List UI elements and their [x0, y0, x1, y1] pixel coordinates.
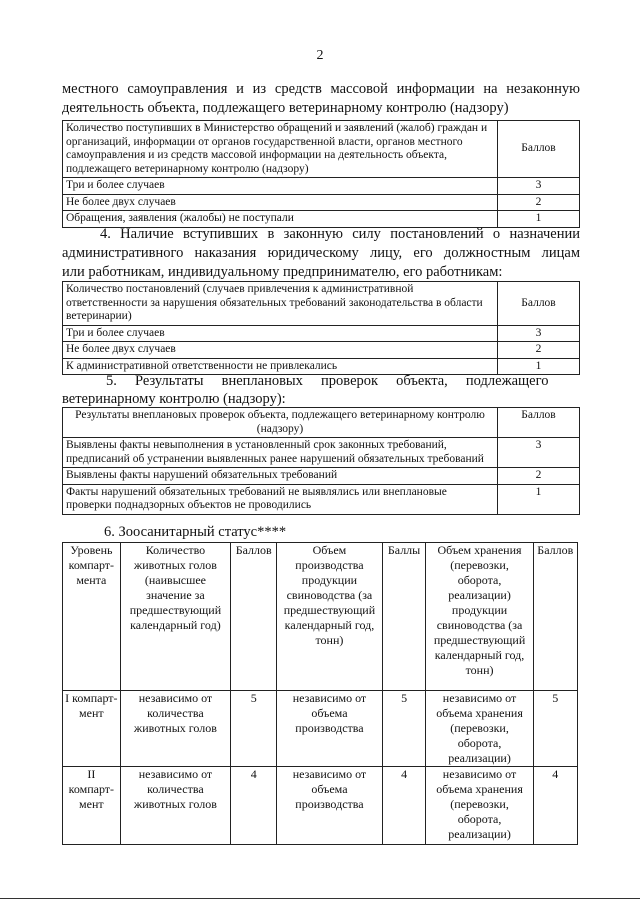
intro-line-1: местного самоуправления и из средств массовой информации на незаконную — [62, 81, 580, 97]
row-points-3: 5 — [533, 691, 577, 767]
header-animals: Количество животных голов (наивысшее значение за предшествующий календарный год) — [120, 543, 230, 691]
row-points: 3 — [498, 438, 580, 468]
zoosanitary-table — [62, 542, 578, 845]
page-number: 2 — [316, 48, 324, 63]
row-storage: независимо от объема хранения (перевозки, оборота, реализации) — [426, 767, 533, 845]
header-points-3: Баллов — [533, 543, 577, 691]
inspections-points-header: Баллов — [498, 408, 580, 438]
table-row — [63, 767, 578, 845]
penalties-table — [62, 281, 580, 375]
row-points-3: 4 — [533, 767, 577, 845]
row-level: II компарт-мент — [63, 767, 121, 845]
row-label: Обращения, заявления (жалобы) не поступали — [63, 211, 498, 228]
table-row — [63, 178, 580, 195]
row-production: независимо от объема производства — [277, 691, 382, 767]
complaints-points-header: Баллов — [498, 121, 580, 178]
section4-line-2: административного наказания юридическому лицу, его должностным лицам — [62, 245, 580, 261]
row-points: 2 — [498, 342, 580, 359]
row-points: 1 — [498, 358, 580, 375]
section5-line-1: 5. Результаты внеплановых проверок объекта, подлежащего — [106, 373, 549, 389]
intro-line-2: деятельность объекта, подлежащего ветеринарному контролю (надзору) — [62, 100, 509, 116]
row-points: 3 — [498, 178, 580, 195]
row-points-2: 5 — [382, 691, 426, 767]
table-row — [63, 194, 580, 211]
table-row — [63, 438, 580, 468]
header-points-2: Баллы — [382, 543, 426, 691]
row-label: К административной ответственности не привлекались — [63, 358, 498, 375]
row-points: 3 — [498, 325, 580, 342]
row-level: I компарт-мент — [63, 691, 121, 767]
header-level: Уровень компарт-мента — [63, 543, 121, 691]
complaints-header: Количество поступивших в Министерство обращений и заявлений (жалоб) граждан и организаций, информации от органов государственной власти, органов местного самоуправления и из средств массовой информации на деятельность объекта, подлежащего ветеринарному контролю (надзору) — [63, 121, 498, 178]
complaints-table — [62, 120, 580, 228]
row-points: 2 — [498, 468, 580, 485]
row-points: 2 — [498, 194, 580, 211]
row-points-1: 5 — [231, 691, 277, 767]
header-points-1: Баллов — [231, 543, 277, 691]
row-animals: независимо от количества животных голов — [120, 691, 230, 767]
header-production: Объем производства продукции свиноводства (за предшествующий календарный год, тонн) — [277, 543, 382, 691]
row-label: Выявлены факты невыполнения в установленный срок законных требований, предписаний об устранении выявленных ранее нарушений обязательных требований — [63, 438, 498, 468]
row-storage: независимо от объема хранения (перевозки, оборота, реализации) — [426, 691, 533, 767]
table-row — [63, 484, 580, 514]
section6-title: 6. Зоосанитарный статус**** — [104, 524, 287, 540]
table-row — [63, 342, 580, 359]
row-label: Три и более случаев — [63, 178, 498, 195]
penalties-header: Количество постановлений (случаев привлечения к административной ответственности за нарушения обязательных требований законодательства в области ветеринарии) — [63, 282, 498, 326]
table-row — [63, 468, 580, 485]
page-bottom-divider — [0, 898, 640, 899]
row-production: независимо от объема производства — [277, 767, 382, 845]
row-label: Три и более случаев — [63, 325, 498, 342]
inspections-table — [62, 407, 580, 515]
inspections-header: Результаты внеплановых проверок объекта, подлежащего ветеринарному контролю (надзору) — [63, 408, 498, 438]
row-points-1: 4 — [231, 767, 277, 845]
section5-line-2: ветеринарному контролю (надзору): — [62, 391, 286, 407]
row-label: Факты нарушений обязательных требований не выявлялись или внеплановые проверки поднадзорных объектов не проводились — [63, 484, 498, 514]
section4-line-3: или работникам, индивидуальному предпринимателю, его работникам: — [62, 264, 503, 280]
row-points: 1 — [498, 484, 580, 514]
row-label: Не более двух случаев — [63, 342, 498, 359]
row-points: 1 — [498, 211, 580, 228]
row-points-2: 4 — [382, 767, 426, 845]
table-row — [63, 691, 578, 767]
header-storage: Объем хранения (перевозки, оборота, реализации) продукции свиноводства (за предшествующий календарный год, тонн) — [426, 543, 533, 691]
row-label: Не более двух случаев — [63, 194, 498, 211]
section4-line-1: 4. Наличие вступивших в законную силу постановлений о назначении — [100, 226, 580, 242]
row-animals: независимо от количества животных голов — [120, 767, 230, 845]
table-row — [63, 325, 580, 342]
penalties-points-header: Баллов — [498, 282, 580, 326]
row-label: Выявлены факты нарушений обязательных требований — [63, 468, 498, 485]
